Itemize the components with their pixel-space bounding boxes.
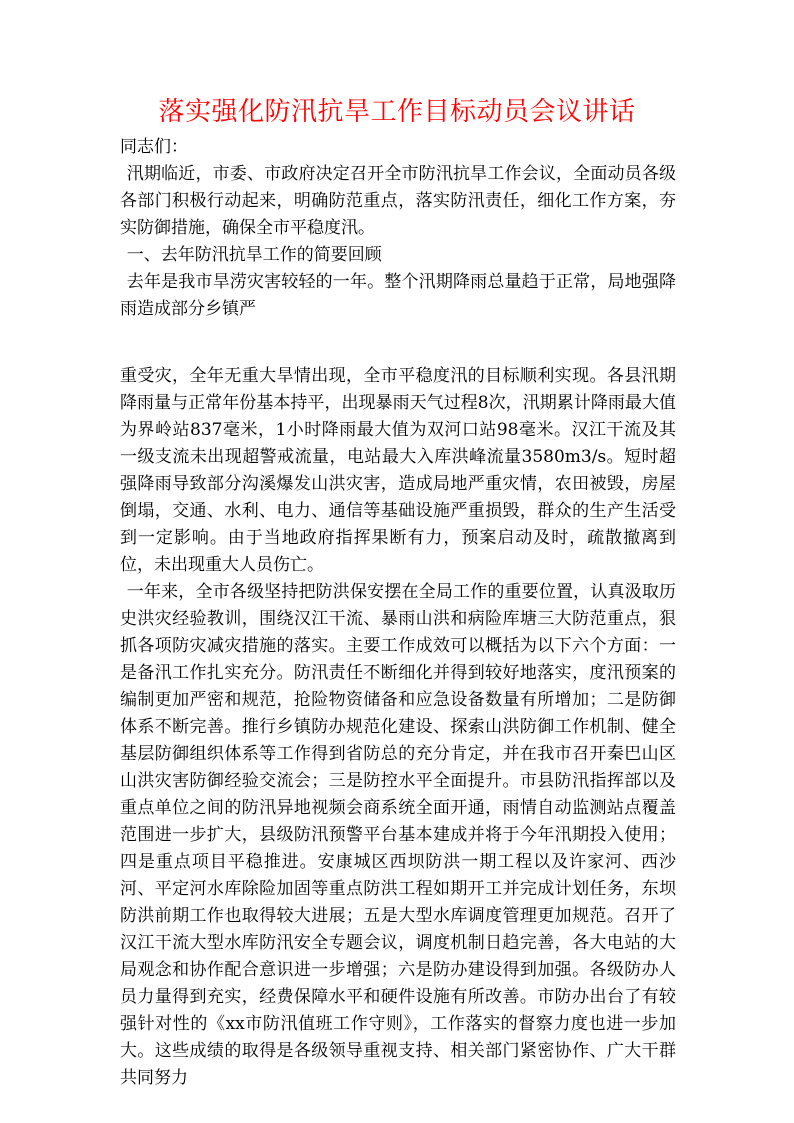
document-title: 落实强化防汛抗旱工作目标动员会议讲话 (158, 97, 636, 127)
paragraph-gap (120, 323, 676, 363)
paragraph-intro: 汛期临近，市委、市政府决定召开全市防汛抗旱工作会议，全面动员各级各部门积极行动起来，明确防范重点，落实防汛责任，细化工作方案，夯实防御措施，确保全市平稳度汛。 (120, 164, 676, 238)
paragraph-review-continued: 重受灾，全年无重大旱情出现，全市平稳度汛的目标顺利实现。各县汛期降雨量与正常年份基本持平，出现暴雨天气过程8次，汛期累计降雨最大值为界岭站837毫米，1小时降雨最大值为双河口站98毫米。汉江干流及其一级支流未出现超警戒流量，电站最大入库洪峰流量3580m3/s。短时超强降雨导致部分沟溪爆发山洪灾害，造成局地严重灾情，农田被毁，房屋倒塌，交通、水利、电力、通信等基础设施严重损毁，群众的生产生活受到一定影响。由于当地政府指挥果断有力，预案启动及时，疏散撤离到位，未出现重大人员伤亡。 (120, 366, 676, 575)
paragraph-review-start: 去年是我市旱涝灾害较轻的一年。整个汛期降雨总量趋于正常，局地强降雨造成部分乡镇严 (120, 272, 676, 319)
paragraph-achievements: 一年来，全市各级坚持把防洪保安摆在全局工作的重要位置，认真汲取历史洪灾经验教训，围绕汉江干流、暴雨山洪和病险库塘三大防范重点，狠抓各项防灾减灾措施的落实。主要工作成效可以概括为以下六个方面：一是备汛工作扎实充分。防汛责任不断细化并得到较好地落实，度汛预案的编制更加严密和规范，抢险物资储备和应急设备数量有所增加；二是防御体系不断完善。推行乡镇防办规范化建设、探索山洪防御工作机制、健全基层防御组织体系等工作得到省防总的充分肯定，并在我市召开秦巴山区山洪灾害防御经验交流会；三是防控水平全面提升。市县防汛指挥部以及重点单位之间的防汛异地视频会商系统全面开通，雨情自动监测站点覆盖范围进一步扩大，县级防汛预警平台基本建成并将于今年汛期投入使用；四是重点项目平稳推进。安康城区西坝防洪一期工程以及许家河、西沙河、平定河水库除险加固等重点防洪工程如期开工并完成计划任务，东坝防洪前期工作也取得较大进展；五是大型水库调度管理更加规范。召开了汉江干流大型水库防汛安全专题会议，调度机制日趋完善，各大电站的大局观念和协作配合意识进一步增强；六是防办建设得到加强。各级防办人员力量得到充实，经费保障水平和硬件设施有所改善。市防办出台了有较强针对性的《xx市防汛值班工作守则》，工作落实的督察力度也进一步加大。这些成绩的取得是各级领导重视支持、相关部门紧密协作、广大干群共同努力 (120, 582, 676, 1088)
section-heading: 一、去年防汛抗旱工作的简要回顾 (126, 245, 382, 265)
document-body (120, 134, 676, 1092)
salutation: 同志们： (120, 137, 188, 157)
